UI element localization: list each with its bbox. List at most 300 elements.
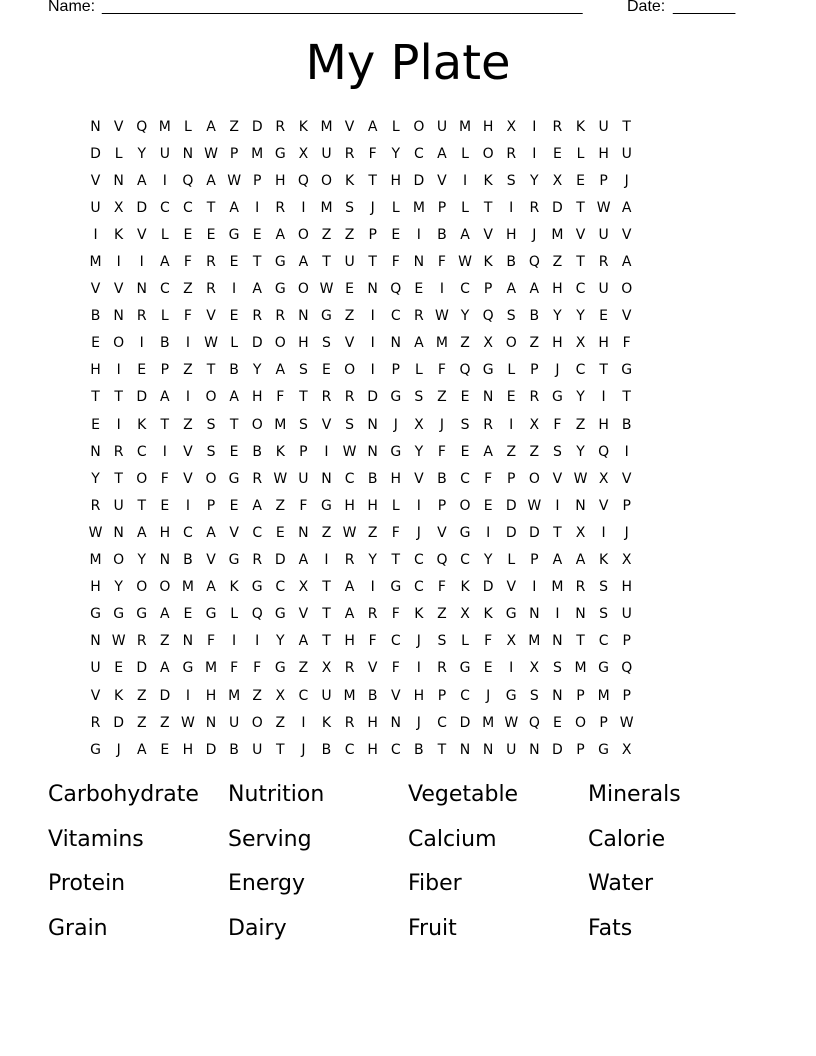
grid-letter[interactable]: U <box>90 199 101 216</box>
grid-letter[interactable]: H <box>90 579 101 596</box>
grid-letter[interactable]: O <box>528 470 540 487</box>
grid-letter[interactable]: Q <box>390 281 402 298</box>
grid-letter[interactable]: I <box>532 118 537 135</box>
grid-letter[interactable]: Y <box>368 552 377 569</box>
grid-letter[interactable]: Z <box>275 497 286 514</box>
grid-letter[interactable]: D <box>136 660 148 677</box>
grid-letter[interactable]: S <box>345 416 355 433</box>
grid-letter[interactable]: Z <box>437 606 447 623</box>
grid-letter[interactable]: O <box>297 226 309 243</box>
grid-letter[interactable]: A <box>275 226 286 243</box>
grid-letter[interactable]: V <box>183 443 193 460</box>
grid-letter[interactable]: B <box>437 226 447 243</box>
grid-letter[interactable]: G <box>274 145 286 162</box>
grid-letter[interactable]: U <box>321 145 332 162</box>
grid-letter[interactable]: I <box>439 281 445 298</box>
grid-letter[interactable]: V <box>206 552 216 569</box>
grid-letter[interactable]: I <box>416 497 421 514</box>
grid-letter[interactable]: X <box>506 633 517 650</box>
grid-letter[interactable]: A <box>344 579 355 596</box>
grid-letter[interactable]: L <box>230 606 239 623</box>
grid-letter[interactable]: O <box>113 335 125 352</box>
grid-letter[interactable]: I <box>162 172 167 189</box>
grid-letter[interactable]: Z <box>160 714 170 731</box>
grid-letter[interactable]: Y <box>530 172 539 189</box>
grid-letter[interactable]: T <box>553 524 562 541</box>
grid-letter[interactable]: T <box>622 118 631 135</box>
grid-letter[interactable]: Z <box>160 633 170 650</box>
grid-letter[interactable]: G <box>321 497 332 514</box>
grid-letter[interactable]: V <box>414 470 424 487</box>
grid-letter[interactable]: M <box>228 687 241 704</box>
grid-letter[interactable]: H <box>505 226 517 243</box>
grid-letter[interactable]: A <box>298 633 309 650</box>
grid-letter[interactable]: G <box>551 389 563 406</box>
grid-letter[interactable]: F <box>391 254 400 271</box>
grid-letter[interactable]: A <box>575 552 586 569</box>
grid-letter[interactable]: C <box>344 470 355 487</box>
grid-letter[interactable]: W <box>458 254 472 271</box>
grid-letter[interactable]: E <box>483 497 493 514</box>
grid-letter[interactable]: T <box>252 254 262 271</box>
grid-letter[interactable]: H <box>344 633 355 650</box>
grid-letter[interactable]: X <box>275 687 286 704</box>
grid-letter[interactable]: H <box>367 741 378 758</box>
grid-letter[interactable]: R <box>506 145 517 162</box>
grid-letter[interactable]: G <box>505 606 517 623</box>
grid-letter[interactable]: E <box>414 281 424 298</box>
grid-letter[interactable]: I <box>532 579 537 596</box>
grid-letter[interactable]: U <box>113 497 124 514</box>
grid-letter[interactable]: O <box>413 118 425 135</box>
grid-letter[interactable]: E <box>183 606 193 623</box>
grid-letter[interactable]: H <box>482 118 494 135</box>
grid-letter[interactable]: K <box>460 579 470 596</box>
grid-letter[interactable]: M <box>551 579 564 596</box>
grid-letter[interactable]: B <box>229 741 239 758</box>
grid-letter[interactable]: X <box>575 335 586 352</box>
grid-letter[interactable]: Y <box>460 308 470 325</box>
grid-letter[interactable]: F <box>391 524 400 541</box>
grid-letter[interactable]: L <box>461 199 469 216</box>
grid-letter[interactable]: M <box>435 335 448 352</box>
grid-letter[interactable]: I <box>555 606 560 623</box>
grid-letter[interactable]: G <box>228 470 240 487</box>
grid-letter[interactable]: I <box>185 389 190 406</box>
grid-letter[interactable]: R <box>90 714 101 731</box>
grid-letter[interactable]: X <box>575 524 586 541</box>
grid-letter[interactable]: P <box>576 687 585 704</box>
grid-letter[interactable]: C <box>460 687 470 704</box>
grid-letter[interactable]: F <box>391 660 400 677</box>
grid-letter[interactable]: J <box>116 741 121 758</box>
grid-letter[interactable]: S <box>552 660 562 677</box>
grid-letter[interactable]: Q <box>621 660 633 677</box>
grid-letter[interactable]: E <box>229 443 239 460</box>
grid-letter[interactable]: R <box>113 443 124 460</box>
grid-letter[interactable]: D <box>274 552 286 569</box>
grid-letter[interactable]: I <box>139 254 144 271</box>
grid-letter[interactable]: A <box>529 281 540 298</box>
grid-letter[interactable]: N <box>90 633 101 650</box>
grid-letter[interactable]: U <box>436 118 448 135</box>
grid-letter[interactable]: M <box>204 660 218 677</box>
grid-letter[interactable]: Y <box>391 145 401 162</box>
grid-letter[interactable]: E <box>576 172 585 189</box>
grid-letter[interactable]: M <box>412 199 425 216</box>
grid-letter[interactable]: P <box>530 552 539 569</box>
grid-letter[interactable]: R <box>275 118 286 135</box>
grid-letter[interactable]: I <box>462 172 468 189</box>
grid-letter[interactable]: V <box>344 118 355 135</box>
grid-letter[interactable]: O <box>459 497 471 514</box>
grid-letter[interactable]: V <box>206 308 216 325</box>
grid-letter[interactable]: S <box>552 443 562 460</box>
grid-letter[interactable]: N <box>367 443 378 460</box>
grid-letter[interactable]: A <box>252 497 262 514</box>
grid-letter[interactable]: F <box>253 660 262 677</box>
grid-letter[interactable]: D <box>552 199 563 216</box>
grid-letter[interactable]: V <box>367 660 378 677</box>
grid-letter[interactable]: E <box>229 497 239 514</box>
grid-letter[interactable]: C <box>136 443 147 460</box>
grid-letter[interactable]: U <box>344 254 355 271</box>
grid-letter[interactable]: T <box>114 389 123 406</box>
grid-letter[interactable]: K <box>229 579 239 596</box>
grid-letter[interactable]: D <box>136 199 148 216</box>
grid-letter[interactable]: H <box>390 470 402 487</box>
grid-letter[interactable]: A <box>206 172 216 189</box>
grid-letter[interactable]: F <box>437 579 446 596</box>
grid-letter[interactable]: D <box>159 687 171 704</box>
grid-letter[interactable]: G <box>274 606 286 623</box>
grid-letter[interactable]: H <box>205 687 217 704</box>
grid-letter[interactable]: W <box>111 633 126 650</box>
grid-letter[interactable]: F <box>437 254 446 271</box>
grid-letter[interactable]: A <box>460 226 470 243</box>
grid-letter[interactable]: B <box>183 552 193 569</box>
grid-letter[interactable]: E <box>137 362 147 379</box>
grid-letter[interactable]: K <box>114 687 124 704</box>
grid-letter[interactable]: S <box>599 606 609 623</box>
grid-letter[interactable]: R <box>437 660 447 677</box>
grid-letter[interactable]: D <box>528 524 540 541</box>
grid-letter[interactable]: F <box>368 145 377 162</box>
grid-letter[interactable]: W <box>342 524 357 541</box>
grid-letter[interactable]: N <box>113 172 124 189</box>
grid-letter[interactable]: C <box>344 741 355 758</box>
grid-letter[interactable]: A <box>206 524 216 541</box>
grid-letter[interactable]: G <box>113 606 125 623</box>
grid-letter[interactable]: Z <box>344 226 355 243</box>
name-field-line[interactable]: ______________________________________________________ <box>102 0 583 15</box>
grid-letter[interactable]: T <box>576 254 585 271</box>
grid-letter[interactable]: P <box>391 362 400 379</box>
grid-letter[interactable]: A <box>229 389 239 406</box>
grid-letter[interactable]: X <box>460 606 470 623</box>
grid-letter[interactable]: Z <box>437 389 447 406</box>
grid-letter[interactable]: Q <box>251 606 263 623</box>
grid-letter[interactable]: D <box>413 172 425 189</box>
grid-letter[interactable]: I <box>370 335 375 352</box>
grid-letter[interactable]: N <box>205 714 217 731</box>
grid-letter[interactable]: Y <box>137 145 147 162</box>
grid-letter[interactable]: F <box>276 389 285 406</box>
grid-letter[interactable]: I <box>370 579 375 596</box>
grid-letter[interactable]: F <box>183 308 192 325</box>
grid-letter[interactable]: U <box>621 145 632 162</box>
grid-letter[interactable]: E <box>322 362 331 379</box>
grid-letter[interactable]: Q <box>459 362 471 379</box>
grid-letter[interactable]: K <box>298 118 308 135</box>
grid-letter[interactable]: G <box>390 579 402 596</box>
grid-letter[interactable]: P <box>229 145 239 162</box>
grid-letter[interactable]: F <box>391 606 400 623</box>
grid-letter[interactable]: V <box>506 579 517 596</box>
grid-letter[interactable]: C <box>413 552 424 569</box>
grid-letter[interactable]: F <box>299 497 308 514</box>
grid-letter[interactable]: L <box>507 552 516 569</box>
grid-letter[interactable]: G <box>459 524 471 541</box>
grid-letter[interactable]: A <box>552 552 563 569</box>
grid-letter[interactable]: C <box>413 145 424 162</box>
grid-letter[interactable]: A <box>483 443 493 460</box>
grid-letter[interactable]: K <box>483 606 493 623</box>
grid-letter[interactable]: R <box>136 633 147 650</box>
grid-letter[interactable]: Y <box>576 389 585 406</box>
grid-letter[interactable]: C <box>183 524 193 541</box>
grid-letter[interactable]: B <box>621 416 632 433</box>
grid-letter[interactable]: J <box>301 741 306 758</box>
grid-letter[interactable]: C <box>575 362 586 379</box>
grid-letter[interactable]: L <box>160 226 169 243</box>
grid-letter[interactable]: Z <box>529 335 540 352</box>
grid-letter[interactable]: T <box>368 254 377 271</box>
grid-letter[interactable]: G <box>598 741 610 758</box>
grid-letter[interactable]: I <box>486 524 491 541</box>
grid-letter[interactable]: I <box>370 362 375 379</box>
grid-letter[interactable]: C <box>298 687 309 704</box>
grid-letter[interactable]: R <box>321 389 332 406</box>
grid-letter[interactable]: Z <box>506 443 517 460</box>
grid-letter[interactable]: L <box>391 497 400 514</box>
grid-letter[interactable]: X <box>621 741 632 758</box>
grid-letter[interactable]: X <box>621 552 632 569</box>
grid-letter[interactable]: S <box>506 172 516 189</box>
grid-letter[interactable]: H <box>390 172 402 189</box>
grid-letter[interactable]: P <box>206 497 216 514</box>
grid-letter[interactable]: N <box>575 497 586 514</box>
grid-letter[interactable]: N <box>482 389 494 406</box>
grid-letter[interactable]: D <box>367 389 379 406</box>
grid-letter[interactable]: C <box>460 470 470 487</box>
grid-letter[interactable]: A <box>136 741 147 758</box>
grid-letter[interactable]: A <box>206 118 216 135</box>
grid-letter[interactable]: N <box>529 741 540 758</box>
grid-letter[interactable]: C <box>390 308 401 325</box>
grid-letter[interactable]: Z <box>183 281 193 298</box>
grid-letter[interactable]: I <box>185 335 190 352</box>
grid-letter[interactable]: I <box>139 335 144 352</box>
grid-letter[interactable]: L <box>160 308 169 325</box>
grid-letter[interactable]: B <box>506 254 517 271</box>
grid-letter[interactable]: B <box>229 362 239 379</box>
grid-letter[interactable]: N <box>413 254 425 271</box>
grid-letter[interactable]: X <box>598 470 609 487</box>
grid-letter[interactable]: O <box>274 335 286 352</box>
grid-letter[interactable]: F <box>622 335 631 352</box>
grid-letter[interactable]: Z <box>229 118 239 135</box>
grid-letter[interactable]: T <box>368 172 377 189</box>
grid-letter[interactable]: P <box>299 443 308 460</box>
grid-letter[interactable]: F <box>160 470 169 487</box>
grid-letter[interactable]: A <box>275 362 286 379</box>
grid-letter[interactable]: Y <box>252 362 262 379</box>
grid-letter[interactable]: K <box>483 172 493 189</box>
grid-letter[interactable]: D <box>505 497 517 514</box>
grid-letter[interactable]: V <box>621 470 632 487</box>
grid-letter[interactable]: T <box>322 254 331 271</box>
grid-letter[interactable]: P <box>507 470 516 487</box>
grid-letter[interactable]: N <box>159 552 171 569</box>
grid-letter[interactable]: O <box>251 416 263 433</box>
grid-letter[interactable]: V <box>113 281 124 298</box>
grid-letter[interactable]: A <box>367 118 378 135</box>
grid-letter[interactable]: R <box>552 118 563 135</box>
grid-letter[interactable]: M <box>89 552 102 569</box>
grid-letter[interactable]: N <box>459 741 471 758</box>
grid-letter[interactable]: X <box>113 199 124 216</box>
grid-letter[interactable]: N <box>552 687 563 704</box>
grid-letter[interactable]: F <box>368 633 377 650</box>
grid-letter[interactable]: V <box>136 226 147 243</box>
grid-letter[interactable]: G <box>505 687 517 704</box>
grid-letter[interactable]: B <box>252 443 262 460</box>
grid-letter[interactable]: Z <box>529 443 540 460</box>
grid-letter[interactable]: Y <box>91 470 100 487</box>
grid-letter[interactable]: R <box>344 145 355 162</box>
grid-letter[interactable]: Z <box>183 416 193 433</box>
grid-letter[interactable]: M <box>320 118 333 135</box>
grid-letter[interactable]: P <box>252 172 262 189</box>
grid-letter[interactable]: N <box>482 741 494 758</box>
grid-letter[interactable]: P <box>599 714 608 731</box>
grid-letter[interactable]: Q <box>136 118 148 135</box>
grid-letter[interactable]: A <box>621 199 632 216</box>
grid-letter[interactable]: K <box>483 254 493 271</box>
grid-letter[interactable]: V <box>90 172 101 189</box>
grid-letter[interactable]: W <box>435 308 449 325</box>
grid-letter[interactable]: A <box>621 254 632 271</box>
grid-letter[interactable]: R <box>252 470 263 487</box>
grid-letter[interactable]: V <box>621 226 632 243</box>
grid-letter[interactable]: M <box>158 118 171 135</box>
grid-letter[interactable]: A <box>206 579 216 596</box>
grid-letter[interactable]: Q <box>528 254 540 271</box>
grid-letter[interactable]: Z <box>252 687 262 704</box>
grid-letter[interactable]: R <box>206 254 216 271</box>
grid-letter[interactable]: Z <box>460 335 470 352</box>
grid-letter[interactable]: N <box>182 633 194 650</box>
grid-letter[interactable]: V <box>321 416 332 433</box>
grid-letter[interactable]: O <box>251 714 263 731</box>
grid-letter[interactable]: G <box>274 660 286 677</box>
grid-letter[interactable]: R <box>206 281 216 298</box>
grid-letter[interactable]: E <box>229 308 239 325</box>
grid-letter[interactable]: E <box>552 145 562 162</box>
grid-letter[interactable]: I <box>509 416 514 433</box>
grid-letter[interactable]: I <box>416 660 421 677</box>
grid-letter[interactable]: A <box>160 389 170 406</box>
grid-letter[interactable]: R <box>344 389 355 406</box>
grid-letter[interactable]: O <box>205 470 217 487</box>
grid-letter[interactable]: G <box>182 660 194 677</box>
grid-letter[interactable]: L <box>391 118 400 135</box>
grid-letter[interactable]: K <box>414 606 424 623</box>
grid-letter[interactable]: W <box>342 443 357 460</box>
grid-letter[interactable]: G <box>390 443 402 460</box>
grid-letter[interactable]: I <box>601 524 606 541</box>
grid-letter[interactable]: M <box>274 416 287 433</box>
grid-letter[interactable]: T <box>91 389 100 406</box>
grid-letter[interactable]: B <box>367 470 378 487</box>
grid-letter[interactable]: T <box>322 579 331 596</box>
grid-letter[interactable]: L <box>230 335 239 352</box>
grid-letter[interactable]: A <box>160 606 170 623</box>
grid-letter[interactable]: R <box>529 389 540 406</box>
grid-letter[interactable]: H <box>598 145 609 162</box>
grid-letter[interactable]: R <box>598 254 609 271</box>
grid-letter[interactable]: C <box>460 281 470 298</box>
grid-letter[interactable]: K <box>114 226 124 243</box>
grid-letter[interactable]: G <box>598 660 610 677</box>
grid-letter[interactable]: U <box>252 741 263 758</box>
grid-letter[interactable]: O <box>113 552 125 569</box>
grid-letter[interactable]: Z <box>367 524 378 541</box>
grid-letter[interactable]: V <box>90 281 101 298</box>
grid-letter[interactable]: S <box>414 389 424 406</box>
grid-letter[interactable]: I <box>624 443 629 460</box>
grid-letter[interactable]: M <box>459 118 472 135</box>
grid-letter[interactable]: H <box>367 714 378 731</box>
grid-letter[interactable]: B <box>321 741 332 758</box>
grid-letter[interactable]: G <box>274 254 286 271</box>
grid-letter[interactable]: T <box>137 497 147 514</box>
grid-letter[interactable]: T <box>576 633 585 650</box>
grid-letter[interactable]: N <box>113 524 124 541</box>
grid-letter[interactable]: M <box>597 687 610 704</box>
grid-letter[interactable]: T <box>206 199 216 216</box>
grid-letter[interactable]: R <box>413 308 424 325</box>
grid-letter[interactable]: J <box>416 524 421 541</box>
grid-letter[interactable]: T <box>299 389 308 406</box>
grid-letter[interactable]: E <box>252 226 262 243</box>
grid-letter[interactable]: P <box>437 687 447 704</box>
grid-letter[interactable]: G <box>205 606 217 623</box>
grid-letter[interactable]: Z <box>275 714 286 731</box>
grid-letter[interactable]: R <box>344 552 355 569</box>
grid-letter[interactable]: S <box>345 199 355 216</box>
grid-letter[interactable]: V <box>90 687 101 704</box>
grid-letter[interactable]: L <box>114 145 123 162</box>
grid-letter[interactable]: A <box>160 660 170 677</box>
grid-letter[interactable]: N <box>390 335 401 352</box>
grid-letter[interactable]: D <box>459 714 471 731</box>
grid-letter[interactable]: R <box>136 308 147 325</box>
grid-letter[interactable]: J <box>439 416 445 433</box>
grid-letter[interactable]: P <box>437 199 447 216</box>
grid-letter[interactable]: I <box>255 633 260 650</box>
